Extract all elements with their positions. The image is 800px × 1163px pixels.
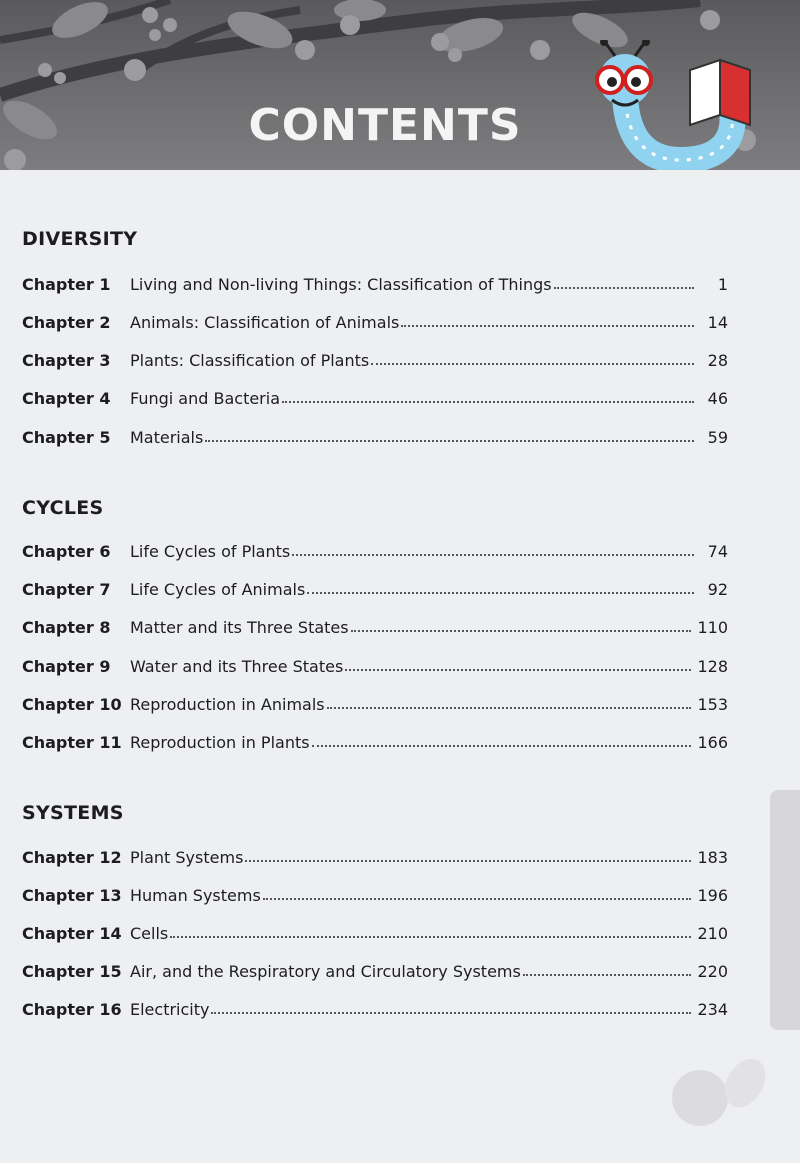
dot-leader [351, 629, 692, 632]
dot-leader [307, 591, 694, 594]
chapter-entry[interactable] [22, 270, 728, 294]
section-heading: CYCLES [22, 497, 104, 519]
chapter-number: Chapter 10 [22, 695, 122, 714]
chapter-entry[interactable] [22, 995, 728, 1019]
chapter-entry[interactable] [22, 384, 728, 408]
chapter-title: Cells [130, 924, 169, 943]
chapter-number: Chapter 1 [22, 275, 111, 294]
dot-leader [371, 362, 694, 365]
chapter-title: Fungi and Bacteria [130, 389, 281, 408]
chapter-entry[interactable] [22, 537, 728, 561]
chapter-entry[interactable] [22, 346, 728, 370]
chapter-number: Chapter 14 [22, 924, 122, 943]
chapter-entry[interactable] [22, 652, 728, 676]
chapter-entry[interactable] [22, 957, 728, 981]
header-banner [0, 0, 800, 170]
page-number: 196 [697, 886, 728, 905]
page-number: 74 [707, 542, 728, 561]
chapter-number: Chapter 15 [22, 962, 122, 981]
chapter-title: Materials [130, 428, 204, 447]
page-number: 210 [697, 924, 728, 943]
page-number: 28 [707, 351, 728, 370]
page-number: 183 [697, 848, 728, 867]
chapter-title: Reproduction in Plants [130, 733, 310, 752]
chapter-title: Plant Systems [130, 848, 244, 867]
page-number: 92 [707, 580, 728, 599]
page-number: 110 [697, 618, 728, 637]
dot-leader [282, 400, 694, 403]
chapter-title: Water and its Three States [130, 657, 344, 676]
section-heading: SYSTEMS [22, 802, 124, 824]
chapter-number: Chapter 12 [22, 848, 122, 867]
page-number: 14 [707, 313, 728, 332]
page-number: 166 [697, 733, 728, 752]
chapter-title: Living and Non-living Things: Classification of Things [130, 275, 552, 294]
chapter-number: Chapter 11 [22, 733, 122, 752]
dot-leader [263, 897, 692, 900]
chapter-title: Electricity [130, 1000, 210, 1019]
chapter-number: Chapter 6 [22, 542, 111, 561]
dot-leader [292, 553, 694, 556]
page-number: 59 [707, 428, 728, 447]
chapter-entry[interactable] [22, 843, 728, 867]
chapter-title: Animals: Classification of Animals [130, 313, 400, 332]
chapter-entry[interactable] [22, 690, 728, 714]
chapter-entry[interactable] [22, 575, 728, 599]
page-number: 1 [717, 275, 728, 294]
chapter-number: Chapter 4 [22, 389, 111, 408]
page-number: 234 [697, 1000, 728, 1019]
dot-leader [211, 1011, 691, 1014]
chapter-number: Chapter 9 [22, 657, 111, 676]
chapter-title: Reproduction in Animals [130, 695, 325, 714]
chapter-title: Life Cycles of Animals [130, 580, 306, 599]
section-heading: DIVERSITY [22, 228, 138, 250]
page-number: 46 [707, 389, 728, 408]
page-title: CONTENTS [248, 100, 522, 151]
dot-leader [327, 706, 692, 709]
chapter-entry[interactable] [22, 423, 728, 447]
flower-decoration-icon [660, 1053, 770, 1133]
chapter-number: Chapter 3 [22, 351, 111, 370]
chapter-entry[interactable] [22, 919, 728, 943]
chapter-number: Chapter 2 [22, 313, 111, 332]
chapter-title: Air, and the Respiratory and Circulatory Systems [130, 962, 521, 981]
chapter-title: Life Cycles of Plants [130, 542, 291, 561]
page-number: 128 [697, 657, 728, 676]
chapter-number: Chapter 5 [22, 428, 111, 447]
page-number: 220 [697, 962, 728, 981]
dot-leader [554, 286, 694, 289]
side-tab-decoration [770, 790, 800, 1030]
chapter-entry[interactable] [22, 308, 728, 332]
chapter-entry[interactable] [22, 613, 728, 637]
chapter-number: Chapter 7 [22, 580, 111, 599]
chapter-title: Plants: Classification of Plants [130, 351, 370, 370]
chapter-title: Human Systems [130, 886, 261, 905]
dot-leader [205, 439, 694, 442]
chapter-entry[interactable] [22, 881, 728, 905]
chapter-number: Chapter 13 [22, 886, 122, 905]
chapter-number: Chapter 16 [22, 1000, 122, 1019]
chapter-entry[interactable] [22, 728, 728, 752]
dot-leader [401, 324, 694, 327]
dot-leader [170, 935, 691, 938]
dot-leader [245, 859, 691, 862]
dot-leader [345, 668, 691, 671]
page-number: 153 [697, 695, 728, 714]
chapter-title: Matter and its Three States [130, 618, 349, 637]
dot-leader [523, 973, 692, 976]
bookworm-mascot-icon [570, 40, 760, 170]
dot-leader [312, 744, 692, 747]
chapter-number: Chapter 8 [22, 618, 111, 637]
